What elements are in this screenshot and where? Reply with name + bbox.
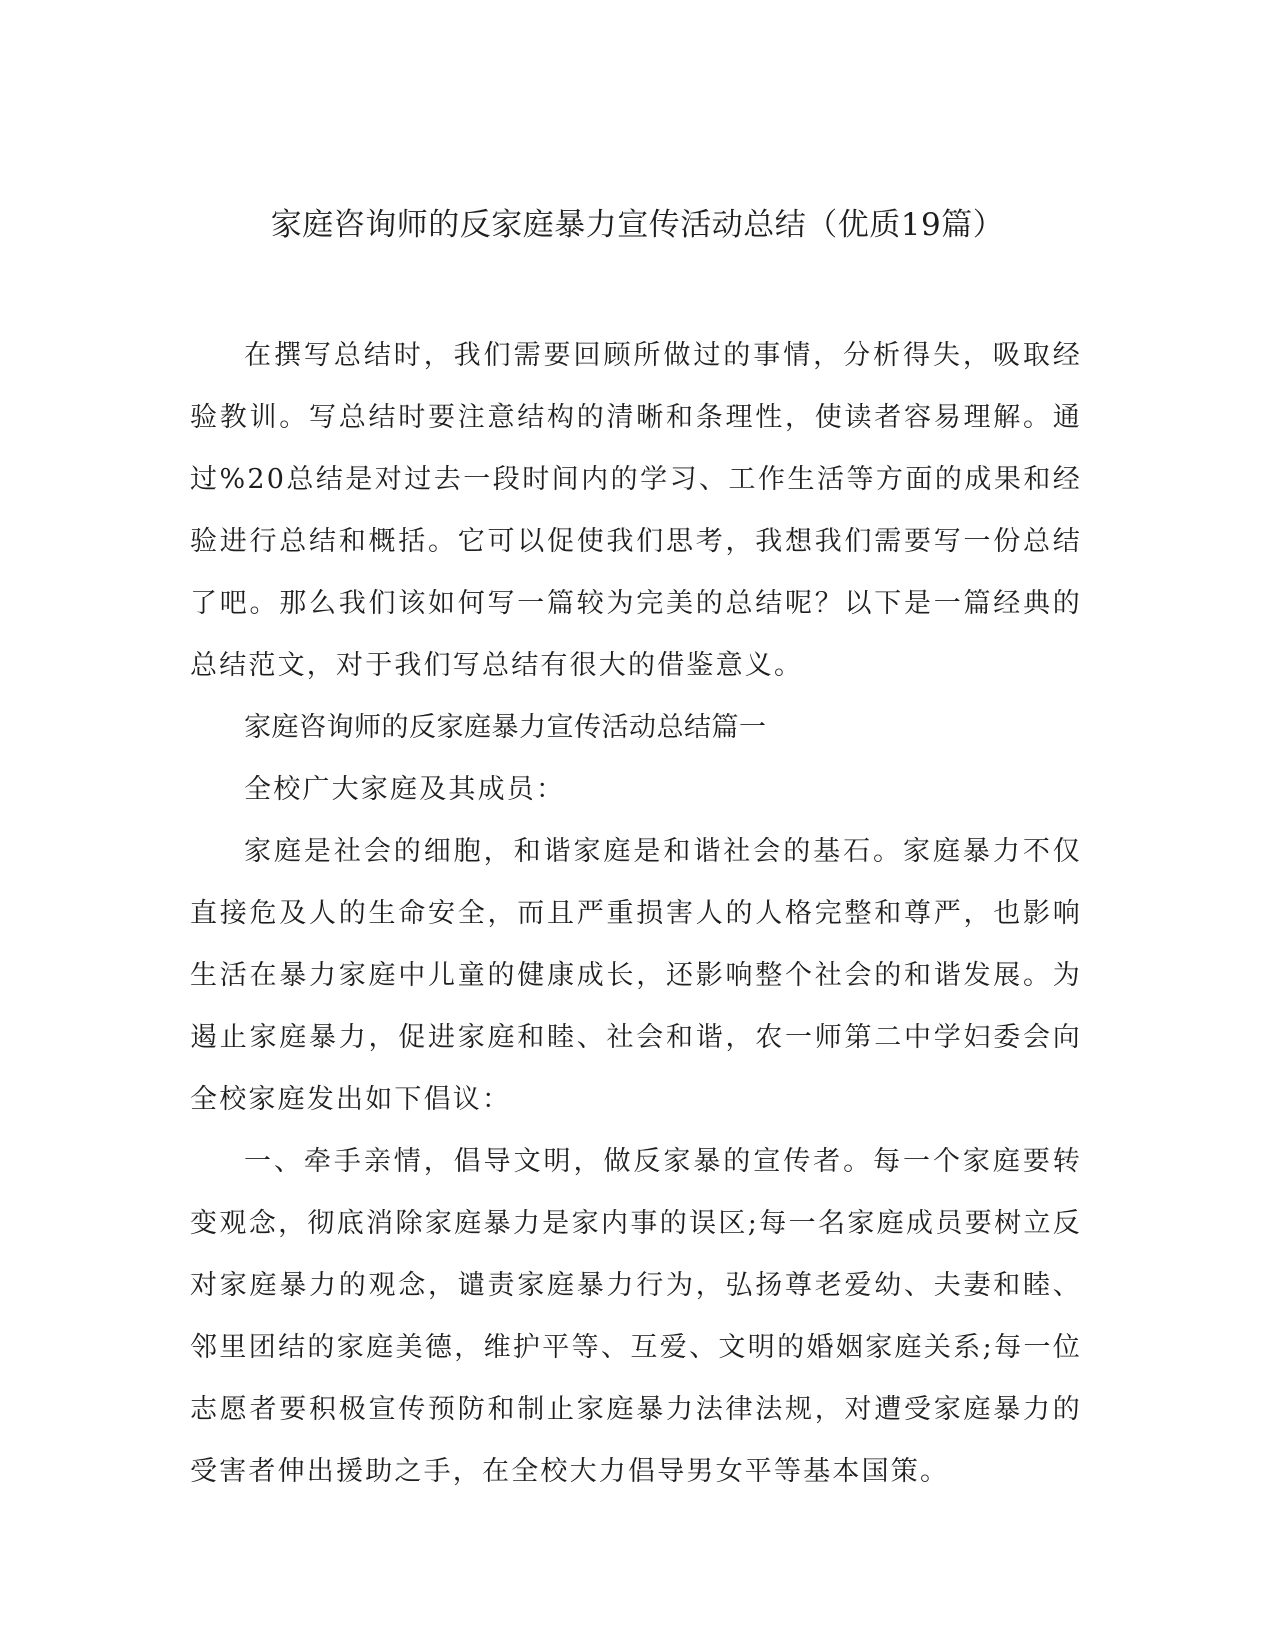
document-body bbox=[190, 325, 1082, 1503]
document-title: 家庭咨询师的反家庭暴力宣传活动总结（优质19篇） bbox=[270, 207, 1005, 243]
intro-paragraph: 在撰写总结时，我们需要回顾所做过的事情，分析得失，吸取经验教训。写总结时要注意结构的清晰和条理性，使读者容易理解。通过%20总结是对过去一段时间内的学习、工作生活等方面的成果和经验进行总结和概括。它可以促使我们思考，我想我们需要写一份总结了吧。那么我们该如何写一篇较为完美的总结呢？以下是一篇经典的总结范文，对于我们写总结有很大的借鉴意义。 bbox=[190, 340, 1082, 681]
salutation: 全校广大家庭及其成员： bbox=[244, 774, 566, 805]
section-heading: 家庭咨询师的反家庭暴力宣传活动总结篇一 bbox=[244, 712, 767, 743]
body-paragraph-1: 家庭是社会的细胞，和谐家庭是和谐社会的基石。家庭暴力不仅直接危及人的生命安全，而且严重损害人的人格完整和尊严，也影响生活在暴力家庭中儿童的健康成长，还影响整个社会的和谐发展。为遏止家庭暴力，促进家庭和睦、社会和谐，农一师第二中学妇委会向全校家庭发出如下倡议： bbox=[190, 836, 1082, 1115]
body-paragraph-2: 一、牵手亲情，倡导文明，做反家暴的宣传者。每一个家庭要转变观念，彻底消除家庭暴力是家内事的误区;每一名家庭成员要树立反对家庭暴力的观念，谴责家庭暴力行为，弘扬尊老爱幼、夫妻和睦、邻里团结的家庭美德，维护平等、互爱、文明的婚姻家庭关系;每一位志愿者要积极宣传预防和制止家庭暴力法律法规，对遭受家庭暴力的受害者伸出援助之手，在全校大力倡导男女平等基本国策。 bbox=[190, 1146, 1082, 1487]
